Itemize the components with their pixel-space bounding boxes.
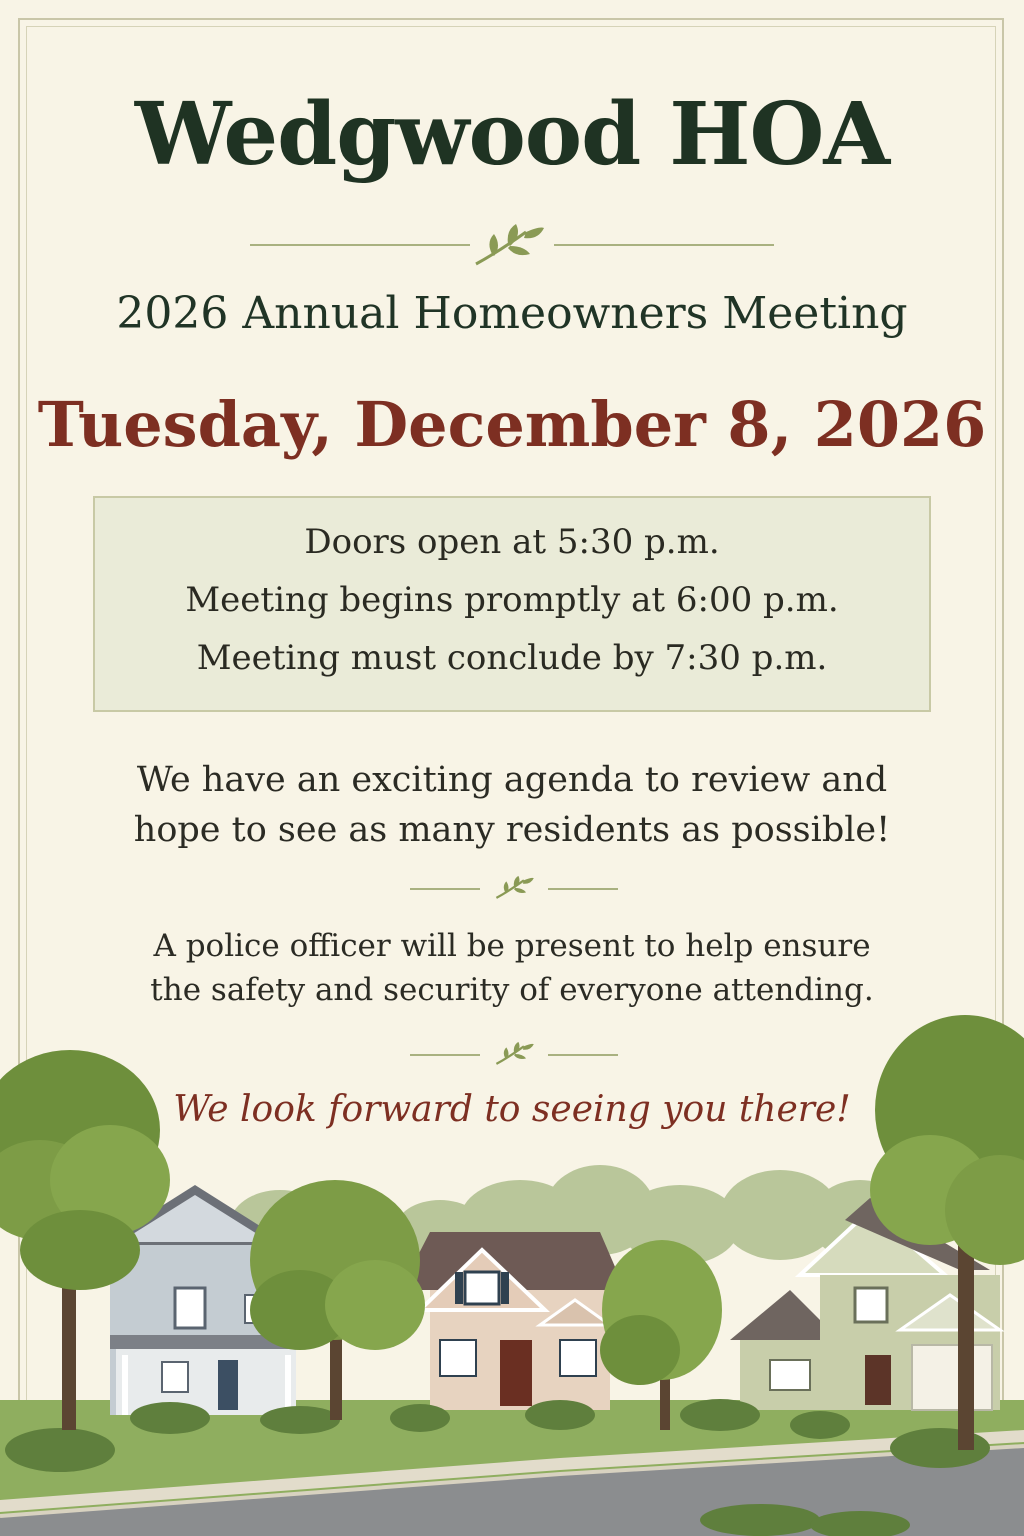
ornamental-divider [0, 224, 1024, 264]
hoa-title: Wedgwood HOA [134, 84, 890, 185]
agenda-line: hope to see as many residents as possible! [133, 809, 891, 850]
leaf-sprig-icon [468, 224, 548, 268]
security-line: A police officer will be present to help ensure [153, 928, 871, 964]
ornamental-divider [0, 868, 1024, 908]
closing-message: We look forward to seeing you there! [173, 1089, 851, 1130]
security-line: the safety and security of everyone attending. [150, 972, 874, 1009]
security-paragraph [0, 924, 1024, 1012]
meeting-date: Tuesday, December 8, 2026 [37, 388, 987, 461]
doors-open-time: Doors open at 5:30 p.m. [304, 522, 720, 562]
meeting-end-time: Meeting must conclude by 7:30 p.m. [196, 638, 828, 678]
agenda-paragraph [0, 756, 1024, 855]
leaf-sprig-icon [492, 868, 536, 908]
schedule-box [93, 496, 931, 712]
meeting-subtitle: 2026 Annual Homeowners Meeting [116, 288, 908, 339]
agenda-line: We have an exciting agenda to review and [136, 760, 888, 800]
house-center [400, 1232, 625, 1410]
meeting-start-time: Meeting begins promptly at 6:00 p.m. [185, 580, 839, 620]
